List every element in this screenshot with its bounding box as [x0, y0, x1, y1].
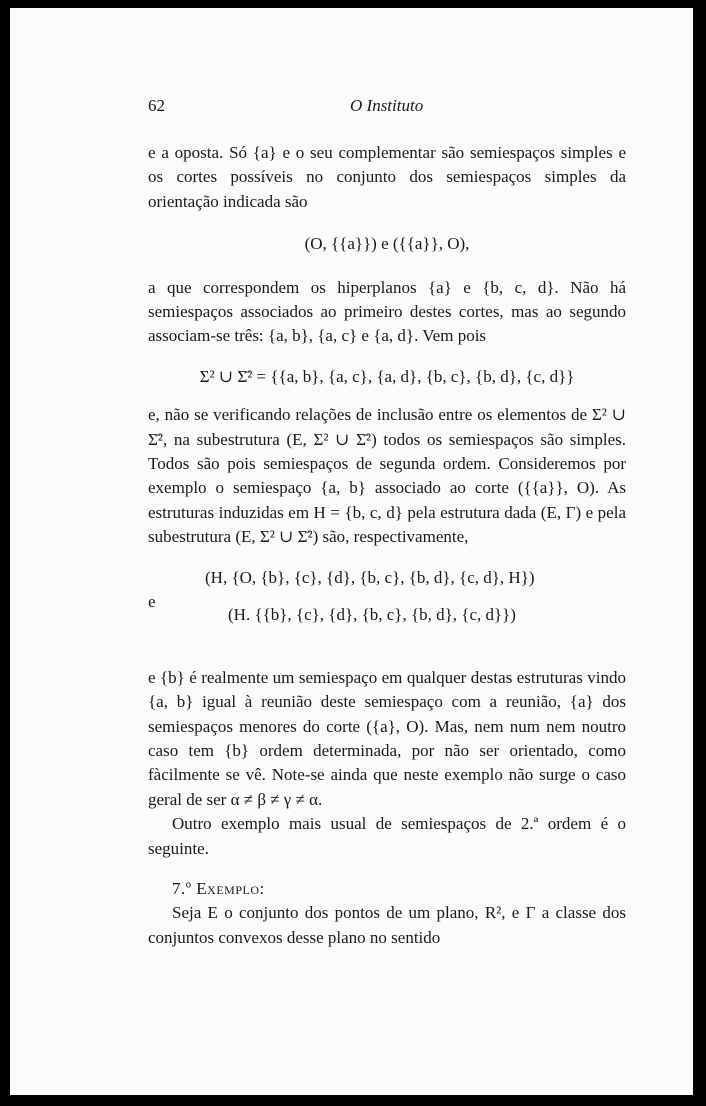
paragraph-6: Seja E o conjunto dos pontos de um plano, R², e Γ a classe dos conjuntos convexos desse plano no sentido [148, 903, 626, 947]
example-heading: 7.º Exemplo: [172, 878, 265, 898]
paragraph-2: a que correspondem os hiperplanos {a} e {b, c, d}. Não há semiespaços associados ao primeiro destes cortes, mas ao segundo associam-se três: {a, b}, {a, c} e {a, d}. Vem pois [148, 277, 626, 346]
running-header [148, 96, 626, 122]
formula-cuts: (O, {{a}}) e ({{a}}, O), [304, 234, 470, 254]
formula-union: Σ² ∪ Σ̄² = {{a, b}, {a, c}, {a, d}, {b, c}, {b, d}, {c, d}} [199, 366, 575, 386]
paragraph-4: e {b} é realmente um semiespaço em qualquer destas estruturas vindo {a, b} igual à reunião deste semiespaço com a reunião, {a} dos semiespaços menores do corte ({a}, O). Mas, nem num nem noutro caso tem {b} ordem determinada, por não ser orientado, como fàcilmente se vê. Note-se ainda que neste exemplo não surge o caso geral de ser α ≠ β ≠ γ ≠ α. [148, 667, 626, 809]
paragraph-3: e, não se verificando relações de inclusão entre os elementos de Σ² ∪ Σ̄², na subestrutura (E, Σ² ∪ Σ̄²) todos os semiespaços são simples. Todos são pois semiespaços de segunda ordem. Consideremos por exemplo o semiespaço {a, b} associado ao corte ({{a}}, O). As estruturas induzidas em H = {b, c, d} pela estrutura dada (E, Γ) e pela subestrutura (E, Σ² ∪ Σ̄²) são, respectivamente, [148, 405, 626, 547]
induced-structures [148, 560, 626, 654]
induced-structure-2: (H. {{b}, {c}, {d}, {b, c}, {b, d}, {c, d}}) [228, 604, 516, 624]
induced-structure-1: (H, {O, {b}, {c}, {d}, {b, c}, {b, d}, {c, d}, H}) [205, 567, 535, 587]
running-title: O Instituto [350, 96, 424, 115]
conjunction-e: e [148, 591, 156, 611]
book-page [10, 8, 693, 1095]
paragraph-1: e a oposta. Só {a} e o seu complementar são semiespaços simples e os cortes possíveis no conjunto dos semiespaços simples da orientação indicada são [148, 143, 626, 211]
page-body [148, 141, 626, 950]
page-number: 62 [148, 96, 165, 115]
paragraph-5: Outro exemplo mais usual de semiespaços de 2.ª ordem é o seguinte. [148, 814, 626, 858]
